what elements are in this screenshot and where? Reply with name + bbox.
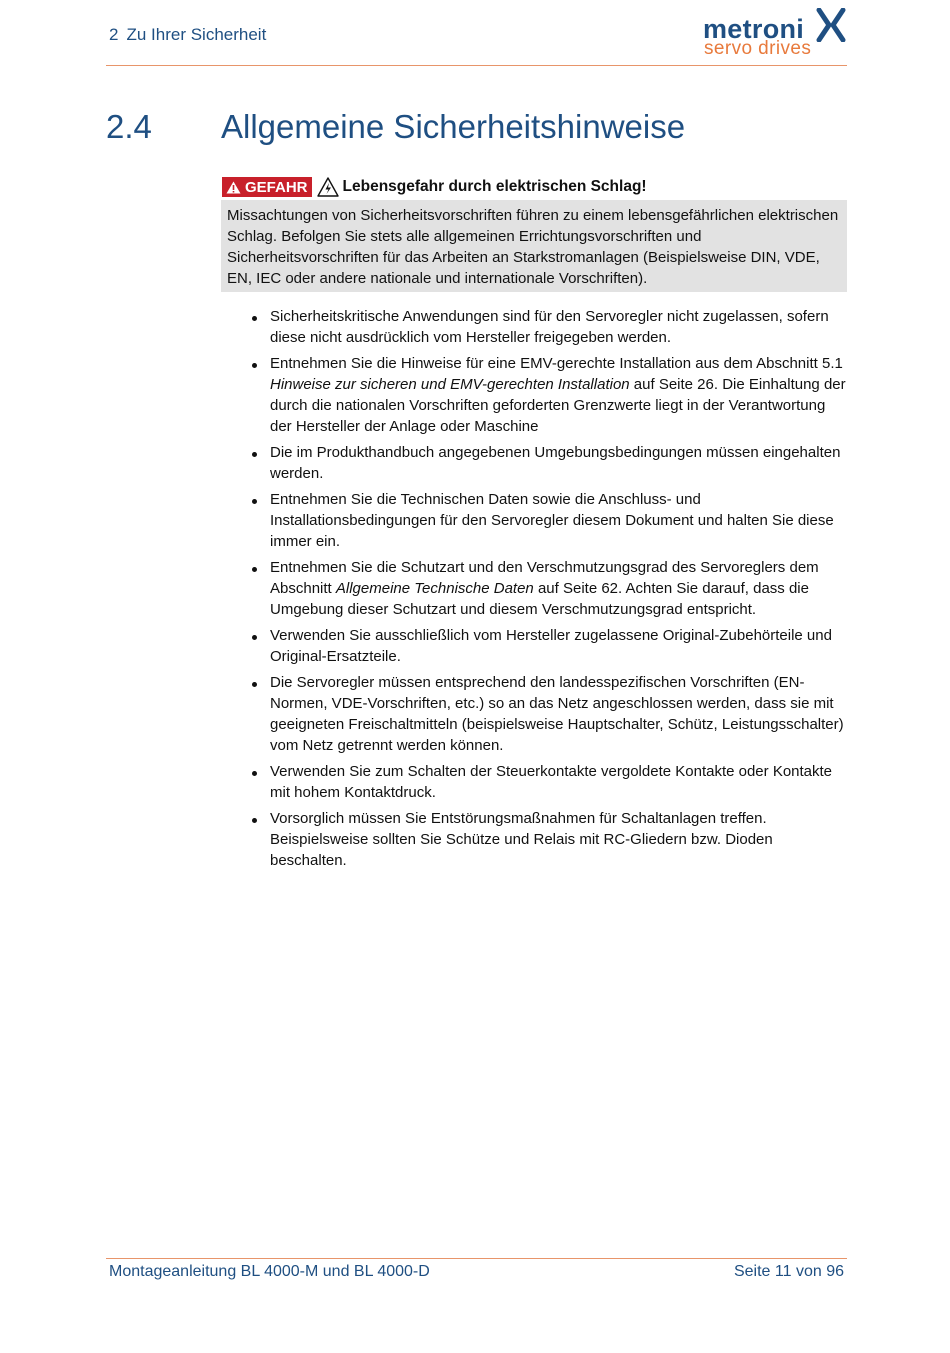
warning-triangle-icon — [226, 181, 241, 194]
list-item — [250, 353, 850, 437]
list-item — [250, 557, 850, 620]
section-title: Allgemeine Sicherheitshinweise — [221, 108, 686, 145]
list-item-text: Verwenden Sie ausschließlich vom Hersteller zugelassene Original-Zubehörteile und Original-Ersatzteile. — [270, 627, 832, 665]
footer-page-number: Seite 11 von 96 — [733, 1263, 844, 1280]
chapter-title: Zu Ihrer Sicherheit — [126, 25, 267, 44]
danger-title: Lebensgefahr durch elektrischen Schlag! — [342, 178, 647, 195]
footer-document-title: Montageanleitung BL 4000-M und BL 4000-D — [109, 1263, 430, 1280]
list-item-text: auf Seite 26. Die Einhaltung der durch die nationalen Vorschriften geforderten Grenzwerte liegt in der Verantwortung der Hersteller der Anlage oder Maschine — [270, 376, 846, 435]
logo-brand: metroni — [703, 14, 805, 44]
danger-badge — [222, 177, 312, 197]
list-item — [250, 489, 850, 552]
cross-reference-link[interactable]: Hinweise zur sicheren und EMV-gerechten Installation — [270, 376, 630, 393]
list-item-text: Entnehmen Sie die Technischen Daten sowie die Anschluss- und Installationsbedingungen für den Servoregler diesem Dokument und halten Sie diese immer ein. — [270, 491, 834, 550]
cross-reference-link[interactable]: Allgemeine Technische Daten — [335, 580, 534, 597]
logo-x-icon — [816, 8, 846, 42]
safety-bullet-list — [250, 306, 850, 876]
list-item-text: auf Seite 62. Achten Sie darauf, dass die Umgebung dieser Schutzart und diesem Verschmutzungsgrad entspricht. — [270, 580, 809, 618]
header-rule — [106, 65, 847, 66]
list-item — [250, 808, 850, 871]
list-item — [250, 672, 850, 756]
logo-tagline: servo drives — [704, 38, 812, 59]
list-item-text: Die im Produkthandbuch angegebenen Umgebungsbedingungen müssen eingehalten werden. — [270, 444, 841, 482]
danger-heading — [222, 176, 647, 198]
footer-rule — [106, 1258, 847, 1259]
list-item-text: Verwenden Sie zum Schalten der Steuerkontakte vergoldete Kontakte oder Kontakte mit hohem Kontaktdruck. — [270, 763, 833, 801]
list-item — [250, 625, 850, 667]
list-item — [250, 761, 850, 803]
running-header — [109, 25, 266, 45]
list-item-text: Sicherheitskritische Anwendungen sind für den Servoregler nicht zugelassen, sofern diese nicht ausdrücklich vom Hersteller freigegeben werden. — [270, 308, 829, 346]
list-item-text: Die Servoregler müssen entsprechend den landesspezifischen Vorschriften (EN-Normen, VDE-Vorschriften, etc.) so an das Netz angeschlossen werden, dass sie mit geeigneten Freischaltmitteln (beispielsweise Hauptschalter, Schütz, Leistungsschalter) vom Netz getrennt werden können. — [270, 674, 844, 754]
list-item-text: Entnehmen Sie die Hinweise für eine EMV-gerechte Installation aus dem Abschnitt 5.1 — [270, 355, 843, 372]
list-item — [250, 442, 850, 484]
danger-message-box: Missachtungen von Sicherheitsvorschriften führen zu einem lebensgefährlichen elektrischen Schlag. Befolgen Sie stets alle allgemeinen Errichtungsvorschriften und Sicherheitsvorschriften für das Arbeiten an Starkstromanlagen (Beispielsweise DIN, VDE, EN, IEC oder andere nationale und internationale Vorschriften). — [221, 200, 847, 292]
list-item — [250, 306, 850, 348]
list-item-text: Entnehmen Sie die Schutzart und den Verschmutzungsgrad des Servoreglers dem Abschnitt — [270, 559, 819, 597]
high-voltage-icon — [317, 177, 339, 197]
chapter-number: 2 — [109, 25, 119, 44]
section-number: 2.4 — [106, 108, 152, 145]
danger-badge-label: GEFAHR — [245, 178, 308, 196]
metronix-logo — [703, 8, 848, 58]
list-item-text: Vorsorglich müssen Sie Entstörungsmaßnahmen für Schaltanlagen treffen. Beispielsweise sollten Sie Schütze und Relais mit RC-Gliedern bzw. Dioden beschalten. — [270, 810, 773, 869]
